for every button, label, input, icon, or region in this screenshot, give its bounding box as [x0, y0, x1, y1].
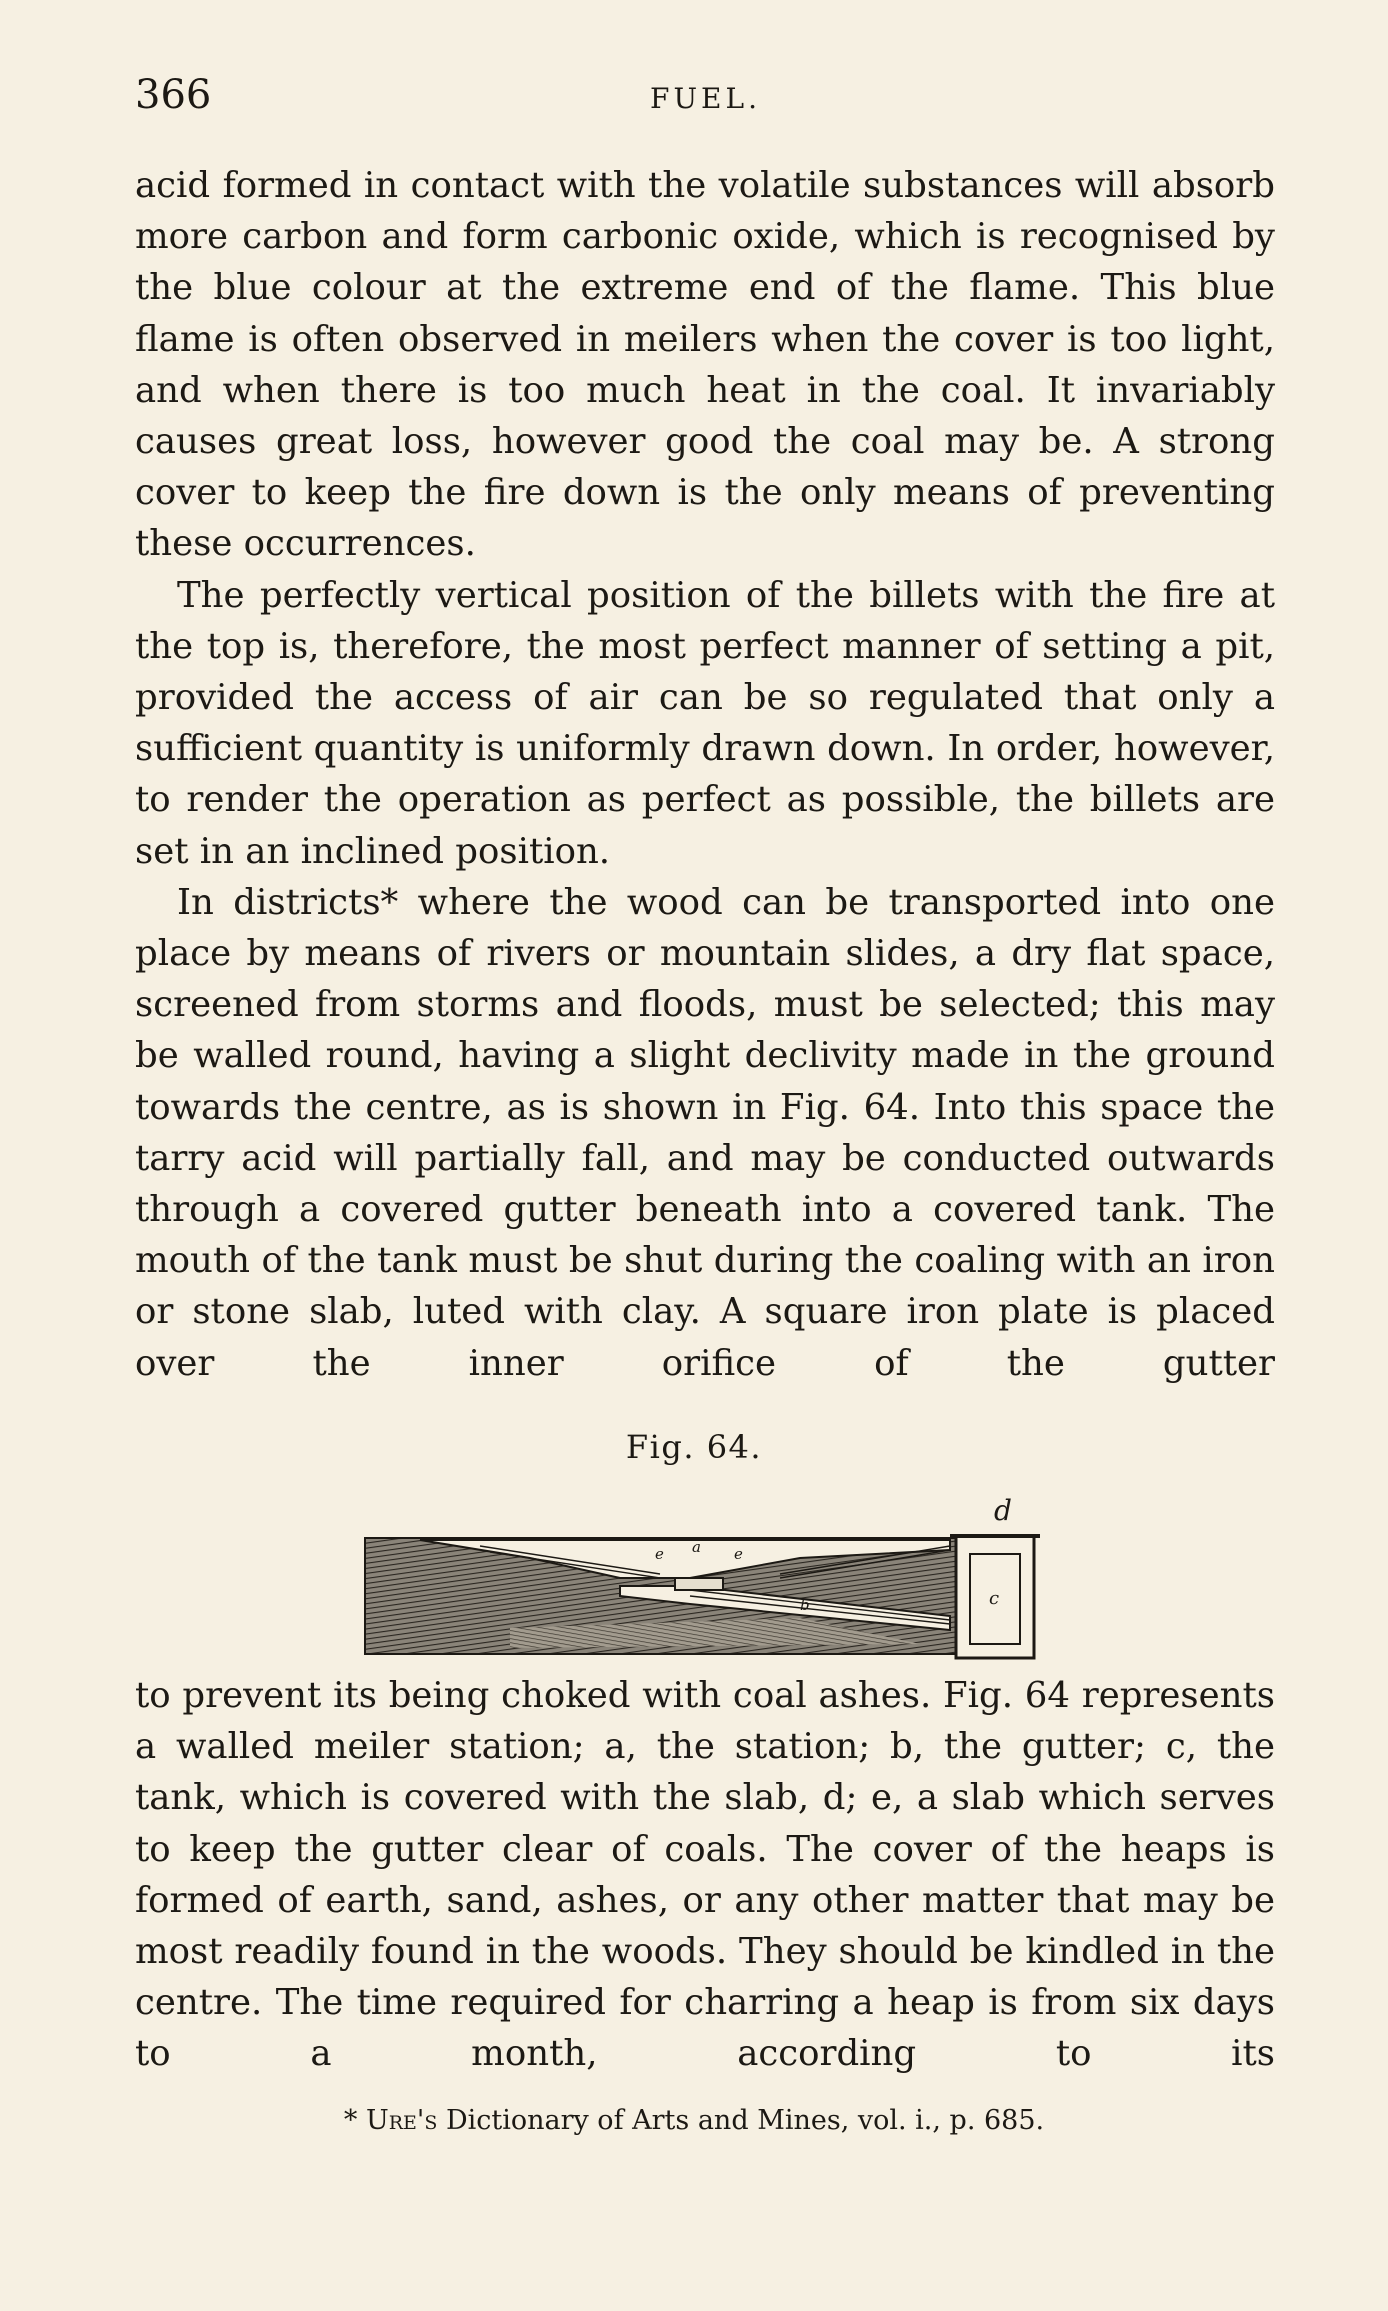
text-block-lower: [135, 1670, 1275, 2080]
slab-e: [675, 1578, 723, 1590]
paragraph-4: to prevent its being choked with coal ashes. Fig. 64 represents a walled meiler station; a, the station; b, the gutter; c, the tank, which is covered with the slab, d; e, a slab which serves to keep the gutter clear of coals. The cover of the heaps is formed of earth, sand, ashes, or any other matter that may be most readily found in the woods. They should be kindled in the centre. The time required for charring a heap is from six days to a month, according to its: [135, 1675, 1275, 2075]
label-e-right: e: [734, 1545, 743, 1563]
paragraph-3: In districts* where the wood can be transported into one place by means of rivers or mountain slides, a dry flat space, screened from storms and floods, must be selected; this may be walled round, having a slight declivity made in the ground towards the centre, as is shown in Fig. 64. Into this space the tarry acid will partially fall, and may be conducted outwards through a covered gutter beneath into a covered tank. The mouth of the tank must be shut during the coaling with an iron or stone slab, luted with clay. A square iron plate is placed over the inner orifice of the gutter: [135, 881, 1275, 1384]
label-b: b: [800, 1596, 810, 1614]
text-block-upper: [135, 160, 1275, 1389]
label-d: d: [994, 1494, 1012, 1527]
page-header: [135, 72, 1276, 122]
footnote-text: Dictionary of Arts and Mines, vol. i., p. 685.: [445, 2105, 1045, 2136]
page-number: 366: [135, 72, 212, 118]
running-head: FUEL.: [650, 82, 761, 115]
label-c: c: [989, 1588, 1000, 1609]
figure-caption: Fig. 64.: [625, 1428, 763, 1466]
footnote-marker: *: [343, 2105, 358, 2136]
label-a: a: [692, 1538, 701, 1556]
label-e-left: e: [655, 1545, 664, 1563]
footnote-author: Ure's: [365, 2105, 438, 2136]
meiler-station-diagram: [360, 1498, 1048, 1660]
figure-64: [360, 1494, 1048, 1660]
footnote: [0, 2105, 1388, 2136]
paragraph-1: acid formed in contact with the volatile substances will absorb more carbon and form carbonic oxide, which is recognised by the blue colour at the extreme end of the flame. This blue flame is often observed in meilers when the cover is too light, and when there is too much heat in the coal. It invariably causes great loss, however good the coal may be. A strong cover to keep the fire down is the only means of preventing these occurrences.: [135, 165, 1275, 565]
paragraph-2: The perfectly vertical position of the billets with the fire at the top is, therefore, the most perfect manner of setting a pit, provided the access of air can be so regulated that only a sufficient quantity is uniformly drawn down. In order, however, to render the operation as perfect as possible, the billets are set in an inclined position.: [135, 574, 1275, 872]
